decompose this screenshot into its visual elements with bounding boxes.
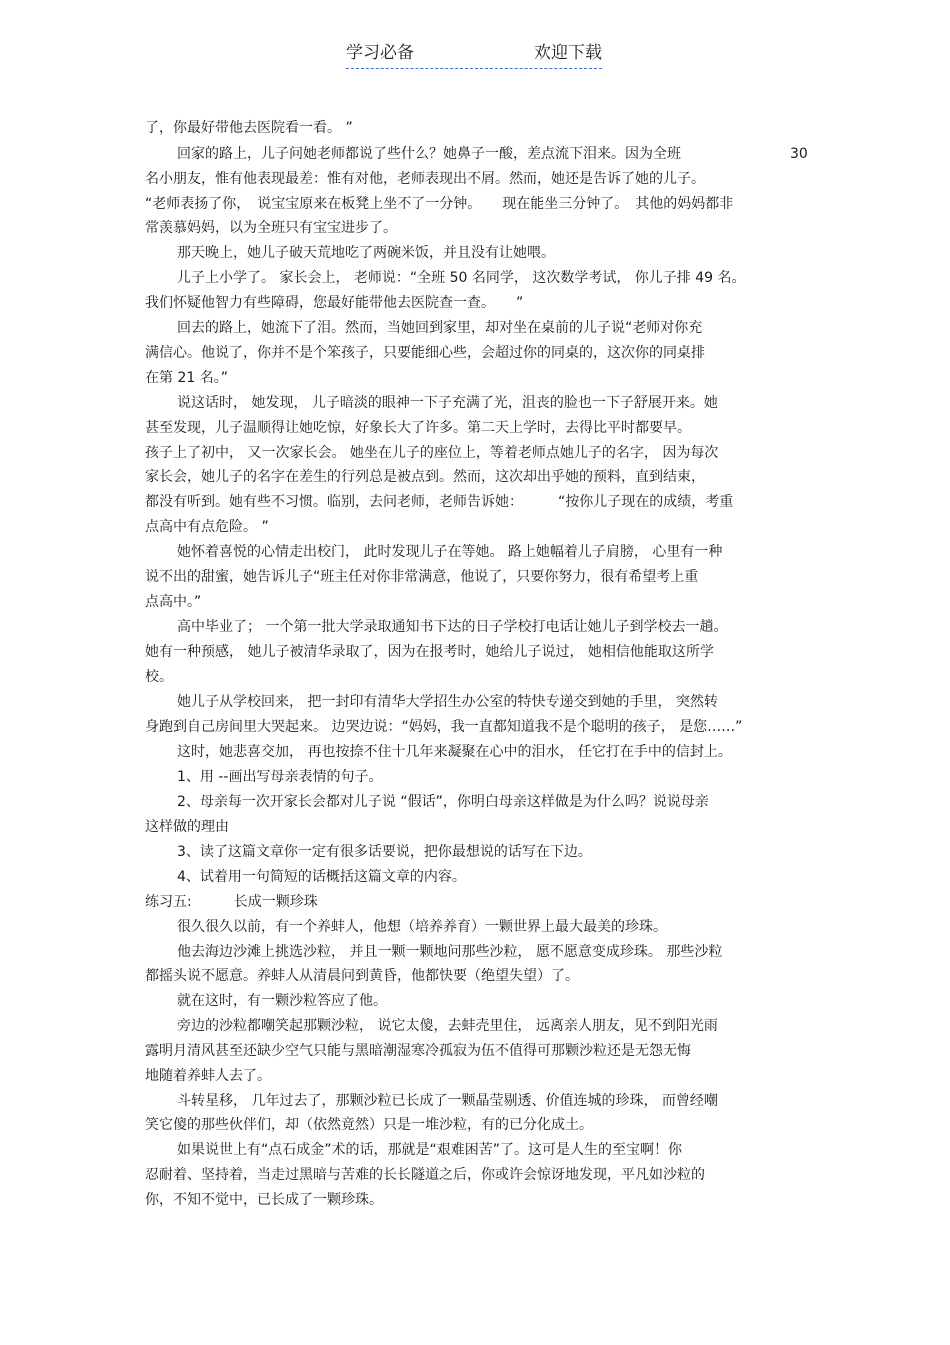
text-line: 忍耐着、坚持着，当走过黑暗与苦难的长长隧道之后，你或许会惊讶地发现，平凡如沙粒的 [145, 1167, 705, 1183]
text-line: 回去的路上，她流下了泪。然而，当她回到家里，却对坐在桌前的儿子说“老师对你充 [177, 320, 703, 336]
text-line: 旁边的沙粒都嘲笑起那颗沙粒， 说它太傻，去蚌壳里住， 远离亲人朋友，见不到阳光雨 [177, 1018, 718, 1034]
text-line: 甚至发现，儿子温顺得让她吃惊，好象长大了许多。第二天上学时，去得比平时都要早。 [145, 420, 691, 436]
text-line: “老师表扬了你， 说宝宝原来在板凳上坐不了一分钟。 现在能坐三分钟了。 其他的妈妈都非 [145, 196, 734, 212]
question-line: 4、试着用一句简短的话概括这篇文章的内容。 [177, 869, 466, 885]
text-line: 点高中。” [145, 594, 202, 610]
text-line: 常羡慕妈妈，以为全班只有宝宝进步了。 [145, 220, 397, 236]
header-left-text: 学习必备 [346, 43, 414, 63]
section-title: 练习五: 长成一颗珍珠 [145, 894, 318, 910]
question-line: 1、用 --画出写母亲表情的句子。 [177, 769, 383, 785]
text-line: 家长会，她儿子的名字在差生的行列总是被点到。然而，这次却出乎她的预料，直到结束， [145, 469, 705, 485]
text-line: 地随着养蚌人去了。 [145, 1068, 271, 1084]
question-line: 2、母亲每一次开家长会都对儿子说 “假话”，你明白母亲这样做是为什么吗？说说母亲 [177, 794, 709, 810]
text-line: 很久很久以前，有一个养蚌人，他想（培养养育）一颗世界上最大最美的珍珠。 [177, 919, 667, 935]
text-line: 她有一种预感， 她儿子被清华录取了，因为在报考时，她给儿子说过， 她相信他能取这所学 [145, 644, 714, 660]
text-line: 都没有听到。她有些不习惯。临别，去问老师，老师告诉她： “按你儿子现在的成绩，考重 [145, 494, 734, 510]
text-line: 在第 21 名。” [145, 370, 228, 386]
text-line: 笑它傻的那些伙伴们，却（依然竟然）只是一堆沙粒，有的已分化成土。 [145, 1117, 593, 1133]
text-line: 她怀着喜悦的心情走出校门， 此时发现儿子在等她。 路上她幅着儿子肩膀， 心里有一种 [177, 544, 723, 560]
text-line: 这时，她悲喜交加， 再也按捺不住十几年来凝聚在心中的泪水， 任它打在手中的信封上。 [177, 744, 732, 760]
text-line: 那天晚上，她儿子破天荒地吃了两碗米饭，并且没有让她喂。 [177, 245, 555, 261]
text-line: 如果说世上有“点石成金”术的话，那就是“艰难困苦”了。这可是人生的至宝啊！你 [177, 1142, 683, 1158]
text-line: 她儿子从学校回来， 把一封印有清华大学招生办公室的特快专递交到她的手里， 突然转 [177, 694, 718, 710]
text-line: 儿子上小学了。 家长会上， 老师说：“全班 50 名同学， 这次数学考试， 你儿子排 49 名。 [177, 270, 746, 286]
text-line: 孩子上了初中， 又一次家长会。 她坐在儿子的座位上，等着老师点她儿子的名字， 因为每次 [145, 445, 719, 461]
text-line: 说不出的甜蜜，她告诉儿子“班主任对你非常满意，他说了，只要你努力，很有希望考上重 [145, 569, 699, 585]
text-line: 点高中有点危险。 ” [145, 519, 269, 535]
text-line: 露明月清风甚至还缺少空气只能与黑暗潮湿寒冷孤寂为伍不值得可那颗沙粒还是无怨无悔 [145, 1043, 691, 1059]
text-line: 我们怀疑他智力有些障碍，您最好能带他去医院查一查。 ” [145, 295, 524, 311]
text-line: 回家的路上，儿子问她老师都说了些什么？她鼻子一酸，差点流下泪来。因为全班 [177, 146, 681, 162]
text-line: 你，不知不觉中，已长成了一颗珍珠。 [145, 1192, 383, 1208]
page-header [346, 42, 602, 69]
text-line: 都摇头说不愿意。养蚌人从清晨问到黄昏，他都快要（绝望失望）了。 [145, 968, 579, 984]
text-line: 满信心。他说了，你并不是个笨孩子，只要能细心些，会超过你的同桌的，这次你的同桌排 [145, 345, 705, 361]
text-line: 说这话时， 她发现， 儿子暗淡的眼神一下子充满了光，沮丧的脸也一下子舒展开来。她 [177, 395, 718, 411]
text-line: 名小朋友，惟有他表现最差：惟有对他，老师表现出不屑。然而，她还是告诉了她的儿子。 [145, 171, 705, 187]
text-number: 30 [790, 146, 808, 162]
header-right-text: 欢迎下载 [534, 43, 602, 63]
question-line: 3、读了这篇文章你一定有很多话要说，把你最想说的话写在下边。 [177, 844, 592, 860]
question-line: 这样做的理由 [145, 819, 229, 835]
text-line: 斗转星移， 几年过去了，那颗沙粒已长成了一颗晶莹剔透、价值连城的珍珠， 而曾经嘲 [177, 1093, 718, 1109]
text-line: 他去海边沙滩上挑选沙粒， 并且一颗一颗地问那些沙粒， 愿不愿意变成珍珠。 那些沙粒 [177, 944, 723, 960]
text-line: 身跑到自己房间里大哭起来。 边哭边说：“妈妈，我一直都知道我不是个聪明的孩子， 是您……” [145, 719, 743, 735]
text-line: 校。 [145, 669, 173, 685]
text-line: 就在这时，有一颗沙粒答应了他。 [177, 993, 387, 1009]
text-line: 了，你最好带他去医院看一看。 ” [145, 120, 353, 136]
text-line: 高中毕业了； 一个第一批大学录取通知书下达的日子学校打电话让她儿子到学校去一趟。 [177, 619, 728, 635]
